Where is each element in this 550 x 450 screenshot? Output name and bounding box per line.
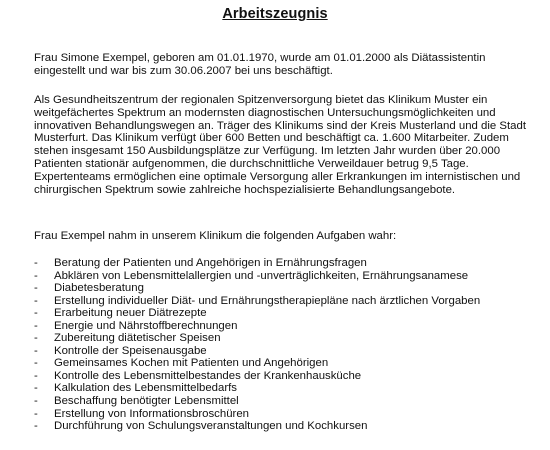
bullet-dash: - [34,382,38,395]
task-list-item [34,382,534,395]
task-list-item [34,420,534,433]
task-text: Beratung der Patienten und Angehörigen in Ernährungsfragen [54,257,367,269]
task-list-item [34,295,534,308]
bullet-dash: - [34,307,38,320]
task-list [34,257,534,433]
intro-paragraph: Frau Simone Exempel, geboren am 01.01.1970, wurde am 01.01.2000 als Diätassistentin eingestellt und war bis zum 30.06.2007 bei uns beschäftigt. [34,52,486,77]
task-list-item [34,270,534,283]
task-text: Erarbeitung neuer Diätrezepte [54,307,207,320]
bullet-dash: - [34,332,38,345]
task-text: Kontrolle des Lebensmittelbestandes der Krankenhausküche [54,369,362,382]
task-text: Abklären von Lebensmittelallergien und -unverträglichkeiten, Ernährungsanamese [54,269,469,282]
task-list-item [34,320,534,333]
task-list-item [34,332,534,345]
task-text: Energie und Nährstoffberechnungen [54,319,238,332]
task-list-item [34,395,534,408]
bullet-dash: - [34,282,38,295]
bullet-dash: - [34,344,38,357]
bullet-dash: - [34,395,38,408]
task-text: Zubereitung diätetischer Speisen [54,332,221,345]
task-list-item [34,408,534,421]
clinic-description-paragraph: Als Gesundheitszentrum der regionalen Spitzenversorgung bietet das Klinikum Muster ein weitgefächertes Spektrum an modernsten diagnostischen Untersuchungsmöglichkeiten und innovativen Behandlungswegen an. Träger des Klinikums sind der Kreis Musterland und die Stadt Musterfurt. Das Klinikum verfügt über 600 Betten und beschäftigt ca. 1.600 Mitarbeiter. Zudem stehen insgesamt 150 Ausbildungsplätze zur Verfügung. Im letzten Jahr wurden über 20.000 Patienten stationär aufgenommen, die durchschnittliche Verweildauer betrug 9,5 Tage. Expertenteams ermöglichen eine optimale Versorgung aller Erkrankungen im internistischen und chirurgischen Spektrum sowie zahlreiche hochspezialisierte Behandlungsangebote. [34,94,526,196]
bullet-dash: - [34,319,38,332]
task-list-item [34,282,534,295]
bullet-dash: - [34,294,38,307]
task-list-item [34,307,534,320]
task-list-item [34,357,534,370]
task-text: Diabetesberatung [54,282,144,295]
task-text: Beschaffung benötigter Lebensmittel [54,395,239,408]
bullet-dash: - [34,420,38,433]
task-text: Kontrolle der Speisenausgabe [54,344,207,357]
bullet-dash: - [34,257,38,269]
task-list-item [34,370,534,383]
task-text: Durchführung von Schulungsveranstaltungen und Kochkursen [54,420,368,433]
tasks-intro-paragraph: Frau Exempel nahm in unserem Klinikum die folgenden Aufgaben wahr: [34,230,397,242]
task-list-item [34,345,534,358]
bullet-dash: - [34,407,38,420]
document-title: Arbeitszeugnis [222,6,328,22]
bullet-dash: - [34,369,38,382]
bullet-dash: - [34,357,38,370]
task-text: Gemeinsames Kochen mit Patienten und Angehörigen [54,357,329,370]
bullet-dash: - [34,269,38,282]
task-text: Erstellung von Informationsbroschüren [54,407,250,420]
task-text: Erstellung individueller Diät- und Ernährungstherapiepläne nach ärztlichen Vorgaben [54,294,481,307]
task-text: Kalkulation des Lebensmittelbedarfs [54,382,237,395]
task-list-item [34,257,534,270]
